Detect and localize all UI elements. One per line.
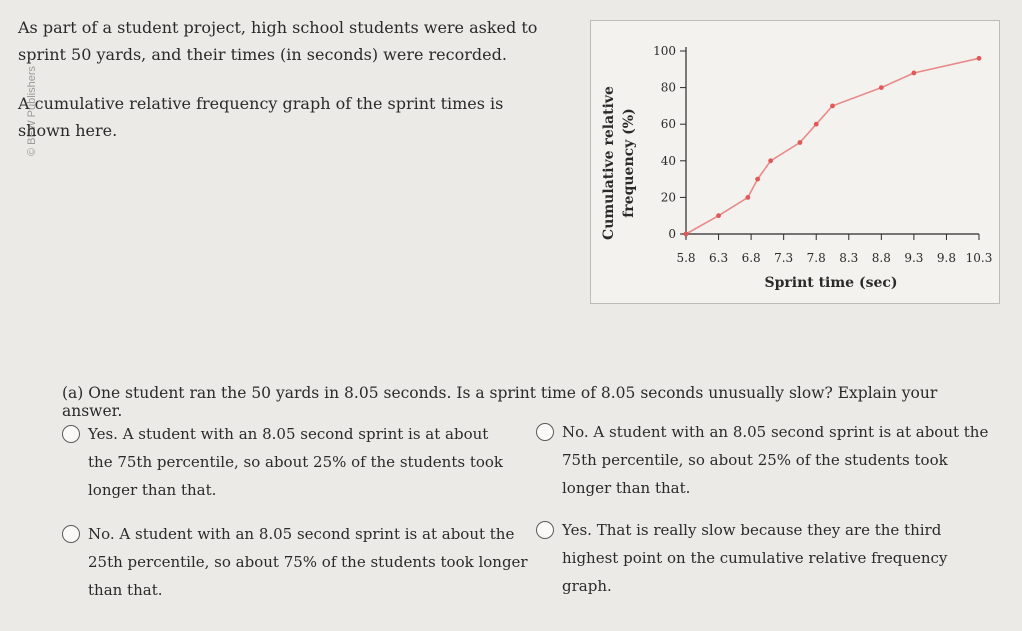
x-tick-label: 8.8 bbox=[871, 251, 891, 265]
x-tick-label: 8.3 bbox=[839, 251, 859, 265]
intro-paragraph-2: A cumulative relative frequency graph of the sprint times is shown here. bbox=[18, 94, 504, 140]
data-point bbox=[814, 122, 819, 127]
answer-option-4[interactable] bbox=[536, 516, 982, 600]
problem-intro bbox=[18, 14, 538, 144]
data-point bbox=[684, 232, 689, 237]
y-tick-label: 60 bbox=[660, 117, 676, 132]
cumulative-frequency-line bbox=[686, 58, 979, 234]
data-point bbox=[755, 177, 760, 182]
x-tick-label: 6.8 bbox=[741, 251, 761, 265]
x-tick-label: 7.3 bbox=[774, 251, 794, 265]
cumulative-frequency-chart bbox=[590, 20, 1000, 304]
y-tick-label: 100 bbox=[653, 44, 676, 58]
data-point bbox=[716, 213, 721, 218]
data-point bbox=[768, 158, 773, 163]
answer-option-3[interactable] bbox=[62, 520, 538, 604]
data-point bbox=[977, 56, 982, 61]
chart-svg bbox=[591, 21, 999, 303]
answer-option-1[interactable] bbox=[62, 420, 512, 504]
answer-option-2[interactable] bbox=[536, 418, 992, 502]
x-tick-label: 9.3 bbox=[904, 251, 924, 265]
intro-paragraph-1: As part of a student project, high school students were asked to sprint 50 yards, and their times (in seconds) were recorded. bbox=[18, 18, 538, 64]
y-tick-label: 0 bbox=[668, 227, 676, 241]
y-axis-label-line1: Cumulative relative bbox=[601, 86, 617, 240]
x-tick-label: 9.8 bbox=[936, 251, 956, 265]
x-tick-label: 6.3 bbox=[709, 251, 729, 265]
radio-button-2[interactable] bbox=[536, 423, 554, 441]
radio-button-4[interactable] bbox=[536, 521, 554, 539]
answer-option-1-text: Yes. A student with an 8.05 second sprint is at about the 75th percentile, so about 25% of the students took longer than that. bbox=[88, 425, 504, 499]
y-tick-label: 40 bbox=[660, 153, 676, 168]
data-point bbox=[879, 85, 884, 90]
radio-button-3[interactable] bbox=[62, 525, 80, 543]
x-tick-label: 10.3 bbox=[965, 251, 993, 265]
answer-option-2-text: No. A student with an 8.05 second sprint is at about the 75th percentile, so about 25% of the students took longer than that. bbox=[562, 423, 989, 497]
radio-button-1[interactable] bbox=[62, 425, 80, 443]
answer-option-4-text: Yes. That is really slow because they are the third highest point on the cumulative relative frequency graph. bbox=[562, 521, 948, 595]
x-axis-label: Sprint time (sec) bbox=[764, 275, 898, 291]
x-tick-label: 5.8 bbox=[676, 251, 696, 265]
y-tick-label: 20 bbox=[660, 190, 676, 205]
y-axis-label-line2: frequency (%) bbox=[621, 108, 637, 218]
data-point bbox=[745, 195, 750, 200]
x-tick-label: 7.8 bbox=[806, 251, 826, 265]
data-point bbox=[911, 71, 916, 76]
data-point bbox=[798, 140, 803, 145]
answer-option-3-text: No. A student with an 8.05 second sprint is at about the 25th percentile, so about 75% of the students took longer than that. bbox=[88, 525, 528, 599]
watermark-left: © BFW Publishers bbox=[26, 65, 38, 156]
data-point bbox=[830, 104, 835, 109]
question-a: (a) One student ran the 50 yards in 8.05 seconds. Is a sprint time of 8.05 seconds unusually slow? Explain your answer. bbox=[62, 384, 938, 420]
y-tick-label: 80 bbox=[660, 80, 676, 95]
